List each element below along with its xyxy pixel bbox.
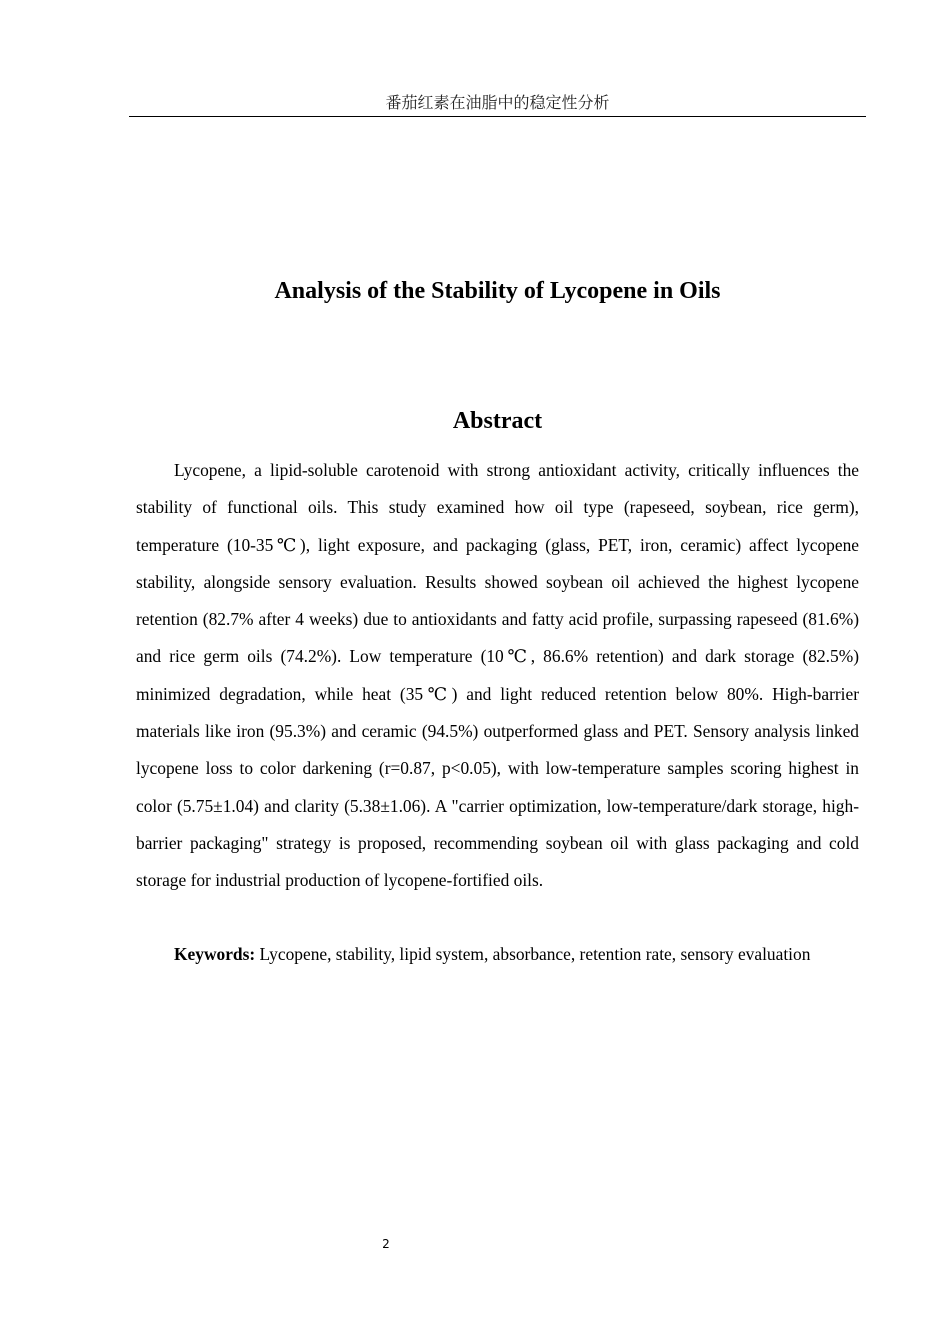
keywords-text: Lycopene, stability, lipid system, absorbance, retention rate, sensory evaluation (259, 944, 811, 964)
abstract-body: Lycopene, a lipid-soluble carotenoid with strong antioxidant activity, critically influences the stability of functional oils. This study examined how oil type (rapeseed, soybean, rice germ), temperature (10-35℃), light exposure, and packaging (glass, PET, iron, ceramic) affect lycopene stability, alongside sensory evaluation. Results showed soybean oil achieved the highest lycopene retention (82.7% after 4 weeks) due to antioxidants and fatty acid profile, surpassing rapeseed (81.6%) and rice germ oils (74.2%). Low temperature (10℃, 86.6% retention) and dark storage (82.5%) minimized degradation, while heat (35℃) and light reduced retention below 80%. High-barrier materials like iron (95.3%) and ceramic (94.5%) outperformed glass and PET. Sensory analysis linked lycopene loss to color darkening (r=0.87, p<0.05), with low-temperature samples scoring highest in color (5.75±1.04) and clarity (5.38±1.06). A "carrier optimization, low-temperature/dark storage, high-barrier packaging" strategy is proposed, recommending soybean oil with glass packaging and cold storage for industrial production of lycopene-fortified oils. (136, 460, 859, 891)
abstract-heading: Abstract (452, 408, 543, 434)
page-number: 2 (382, 1237, 390, 1251)
keywords-paragraph (136, 936, 859, 973)
running-header: 番茄红素在油脂中的稳定性分析 (129, 92, 866, 117)
keywords-label: Keywords: (174, 944, 256, 964)
paper-title: Analysis of the Stability of Lycopene in Oils (274, 278, 721, 304)
